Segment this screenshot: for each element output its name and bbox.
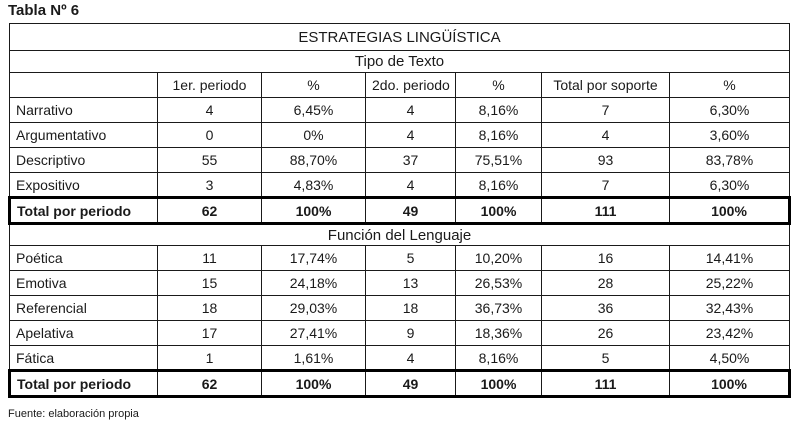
total-label: Total por periodo	[10, 371, 158, 397]
table-cell: 7	[542, 98, 670, 123]
source-note: Fuente: elaboración propia	[8, 408, 139, 420]
table-row	[10, 148, 790, 173]
total-cell: 100%	[262, 371, 366, 397]
column-header: 2do. periodo	[366, 73, 456, 98]
total-row	[10, 371, 790, 397]
table-cell: 15	[158, 271, 262, 296]
table-cell: 83,78%	[670, 148, 790, 173]
table-cell: 75,51%	[456, 148, 542, 173]
table-cell: 1	[158, 346, 262, 371]
table-cell: 1,61%	[262, 346, 366, 371]
row-label: Descriptivo	[10, 148, 158, 173]
table-cell: 4	[366, 98, 456, 123]
table-cell: 6,30%	[670, 173, 790, 198]
table-cell: 8,16%	[456, 98, 542, 123]
table-cell: 29,03%	[262, 296, 366, 321]
row-label: Expositivo	[10, 173, 158, 198]
table-cell: 3	[158, 173, 262, 198]
table-cell: 4	[366, 123, 456, 148]
total-cell: 62	[158, 198, 262, 224]
table-cell: 13	[366, 271, 456, 296]
row-label: Emotiva	[10, 271, 158, 296]
table-cell: 17	[158, 321, 262, 346]
table-cell: 16	[542, 246, 670, 271]
table-cell: 5	[542, 346, 670, 371]
table-cell: 4	[366, 173, 456, 198]
table-caption: Tabla Nº 6	[8, 2, 80, 19]
table-cell: 18	[366, 296, 456, 321]
table-cell: 11	[158, 246, 262, 271]
table-cell: 93	[542, 148, 670, 173]
column-header: %	[262, 73, 366, 98]
table-cell: 4	[158, 98, 262, 123]
table-cell: 8,16%	[456, 123, 542, 148]
table-row	[10, 98, 790, 123]
table-cell: 3,60%	[670, 123, 790, 148]
column-header: %	[670, 73, 790, 98]
total-cell: 100%	[262, 198, 366, 224]
column-header: Total por soporte	[542, 73, 670, 98]
table-cell: 37	[366, 148, 456, 173]
table-row	[10, 271, 790, 296]
row-label: Referencial	[10, 296, 158, 321]
table-cell: 18,36%	[456, 321, 542, 346]
section-header: Tipo de Texto	[10, 51, 790, 73]
table-row	[10, 296, 790, 321]
table-cell: 8,16%	[456, 346, 542, 371]
table-cell: 28	[542, 271, 670, 296]
total-row	[10, 198, 790, 224]
table-row	[10, 321, 790, 346]
table-title: ESTRATEGIAS LINGÜÍSTICA	[10, 24, 790, 51]
total-cell: 100%	[670, 198, 790, 224]
total-cell: 62	[158, 371, 262, 397]
total-cell: 100%	[456, 371, 542, 397]
strategies-table	[8, 23, 791, 398]
table-row	[10, 173, 790, 198]
total-cell: 49	[366, 371, 456, 397]
table-cell: 10,20%	[456, 246, 542, 271]
table-row	[10, 346, 790, 371]
table-cell: 26,53%	[456, 271, 542, 296]
column-header: 1er. periodo	[158, 73, 262, 98]
table-cell: 14,41%	[670, 246, 790, 271]
total-cell: 49	[366, 198, 456, 224]
row-label: Fática	[10, 346, 158, 371]
table-cell: 8,16%	[456, 173, 542, 198]
total-label: Total por periodo	[10, 198, 158, 224]
row-label: Argumentativo	[10, 123, 158, 148]
table-cell: 7	[542, 173, 670, 198]
table-cell: 36,73%	[456, 296, 542, 321]
table-cell: 4,50%	[670, 346, 790, 371]
table-cell: 17,74%	[262, 246, 366, 271]
table-cell: 6,45%	[262, 98, 366, 123]
table-cell: 5	[366, 246, 456, 271]
column-header: %	[456, 73, 542, 98]
table-cell: 4	[542, 123, 670, 148]
table-cell: 4	[366, 346, 456, 371]
table-cell: 25,22%	[670, 271, 790, 296]
total-cell: 111	[542, 371, 670, 397]
section-header: Función del Lenguaje	[10, 224, 790, 246]
total-cell: 111	[542, 198, 670, 224]
row-label: Apelativa	[10, 321, 158, 346]
table-cell: 88,70%	[262, 148, 366, 173]
table-cell: 32,43%	[670, 296, 790, 321]
total-cell: 100%	[456, 198, 542, 224]
table-cell: 4,83%	[262, 173, 366, 198]
table-cell: 24,18%	[262, 271, 366, 296]
table-cell: 26	[542, 321, 670, 346]
table-cell: 0	[158, 123, 262, 148]
total-cell: 100%	[670, 371, 790, 397]
table-cell: 55	[158, 148, 262, 173]
table-row	[10, 246, 790, 271]
row-label: Poética	[10, 246, 158, 271]
row-label: Narrativo	[10, 98, 158, 123]
table-cell: 6,30%	[670, 98, 790, 123]
table-cell: 0%	[262, 123, 366, 148]
table-cell: 27,41%	[262, 321, 366, 346]
table-cell: 18	[158, 296, 262, 321]
table-cell: 23,42%	[670, 321, 790, 346]
column-header	[10, 73, 158, 98]
table-cell: 9	[366, 321, 456, 346]
table-row	[10, 123, 790, 148]
table-cell: 36	[542, 296, 670, 321]
